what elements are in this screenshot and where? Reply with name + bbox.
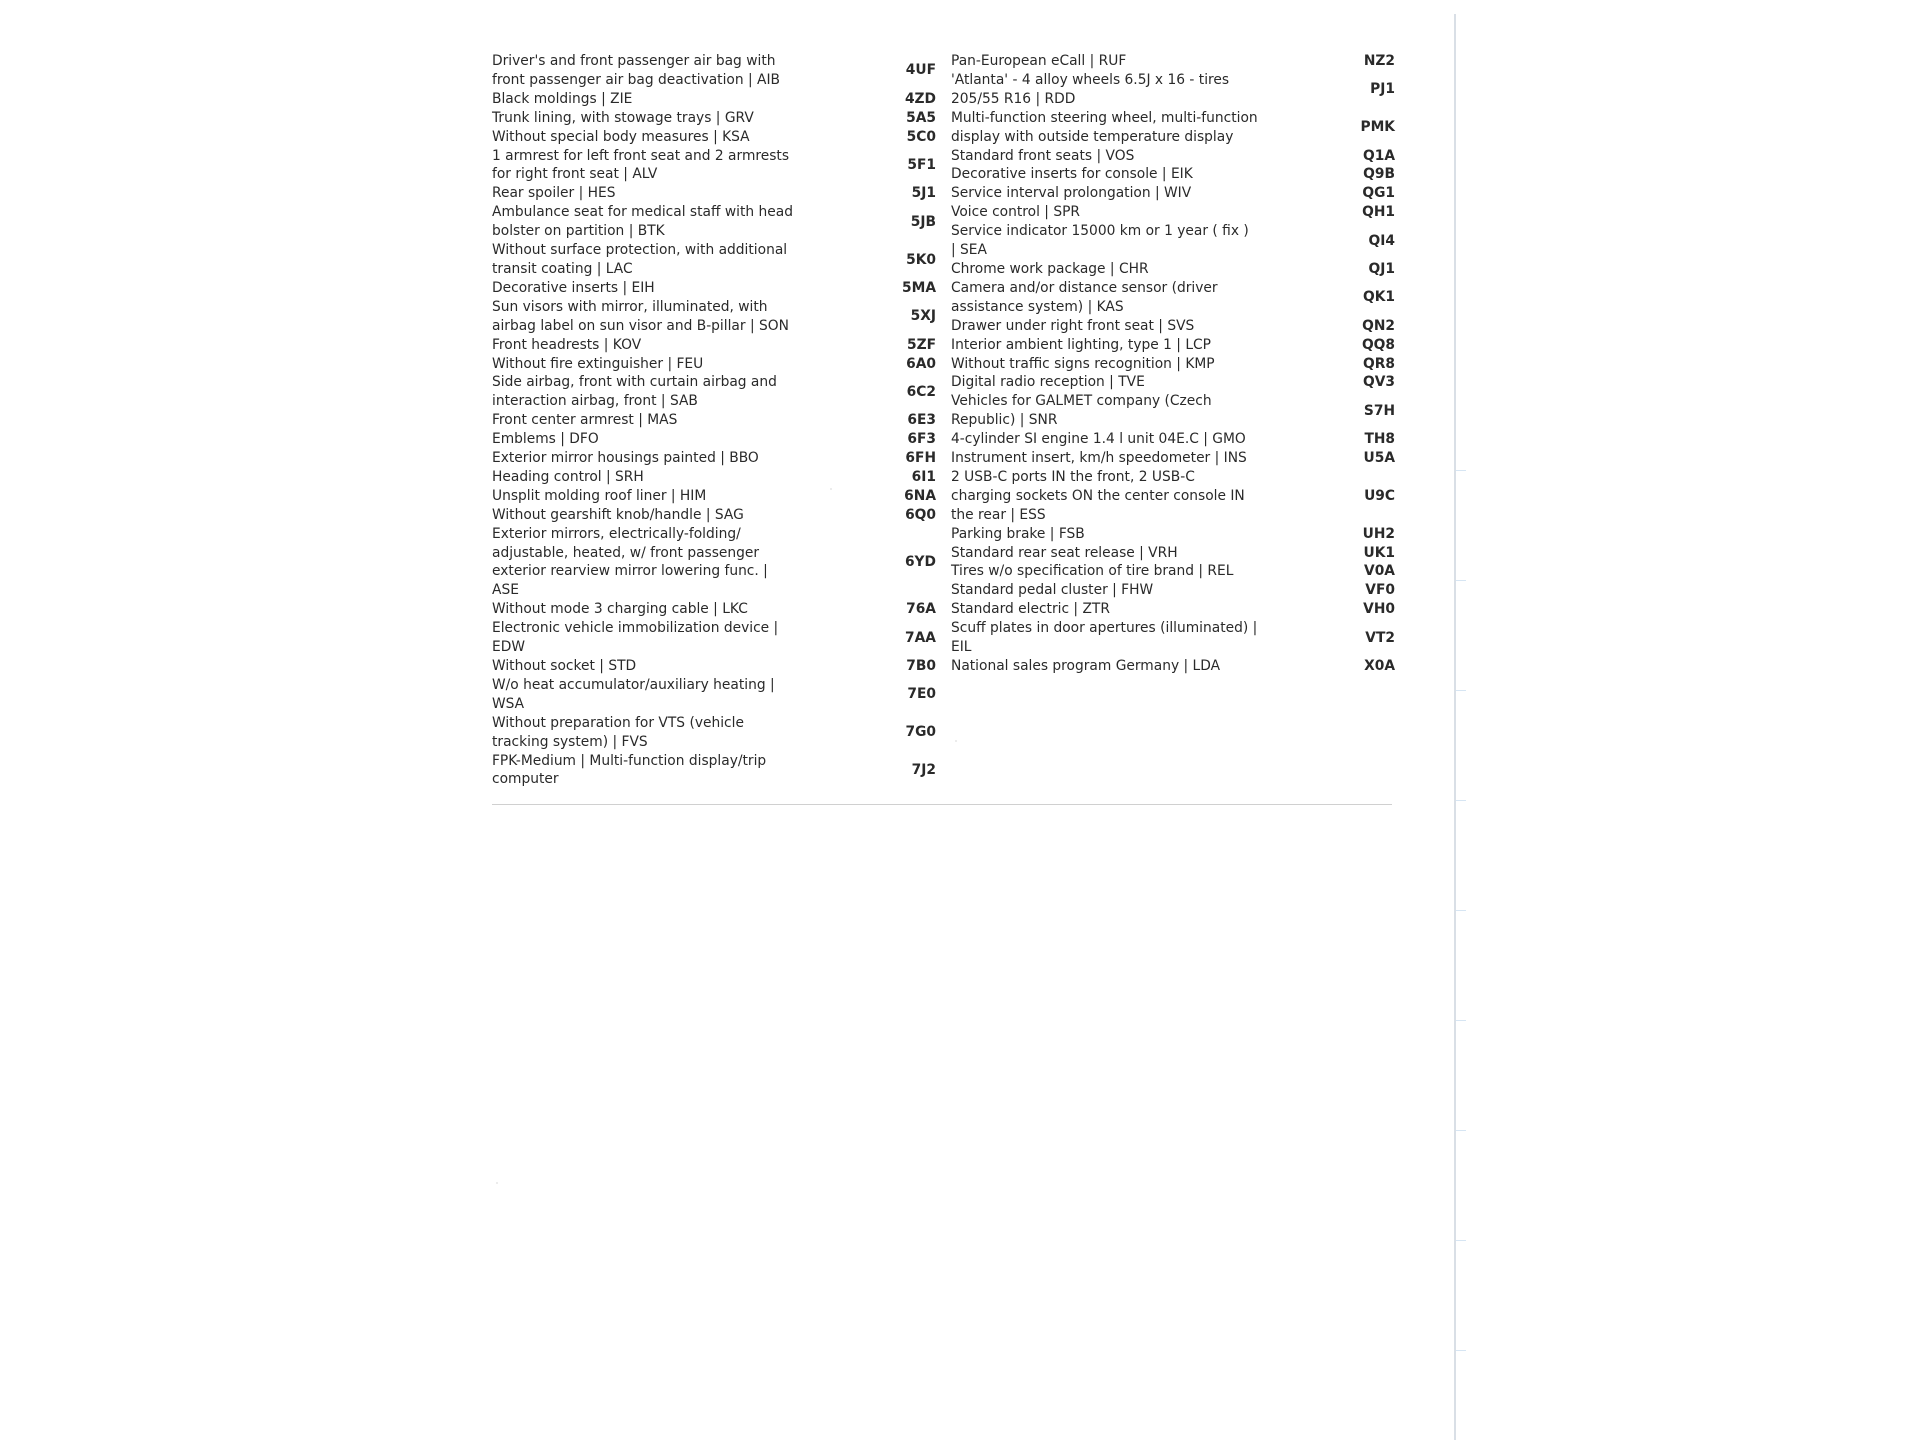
option-code: 6Q0 <box>905 506 936 523</box>
option-description: 2 USB-C ports IN the front, 2 USB-C charging sockets ON the center console IN the rear | ESS <box>951 468 1245 523</box>
option-row <box>492 600 936 619</box>
option-row <box>951 336 1395 355</box>
option-description: Without socket | STD <box>492 658 637 674</box>
option-row <box>951 52 1395 71</box>
option-code: UH2 <box>1362 525 1395 542</box>
option-description: Vehicles for GALMET company (Czech Republic) | SNR <box>951 393 1212 429</box>
option-description: Standard rear seat release | VRH <box>951 544 1178 561</box>
option-description: Heading control | SRH <box>492 468 644 485</box>
option-row <box>492 279 936 298</box>
option-row <box>492 430 936 449</box>
option-row <box>492 411 936 430</box>
option-code: 5C0 <box>906 128 936 145</box>
option-description: Without traffic signs recognition | KMP <box>951 355 1215 372</box>
option-description: Without gearshift knob/handle | SAG <box>492 506 744 523</box>
option-row <box>951 449 1395 468</box>
option-row <box>951 544 1395 563</box>
option-row <box>951 525 1395 544</box>
option-row <box>492 619 936 657</box>
option-row <box>951 657 1395 676</box>
option-code: 7G0 <box>905 724 936 741</box>
option-description: Emblems | DFO <box>492 431 599 448</box>
option-description: Drawer under right front seat | SVS <box>951 317 1195 334</box>
option-description: National sales program Germany | LDA <box>951 658 1221 674</box>
option-row <box>492 468 936 487</box>
option-description: Voice control | SPR <box>951 204 1081 221</box>
option-row <box>951 317 1395 336</box>
section-divider <box>492 804 1392 805</box>
option-row <box>492 657 936 676</box>
option-code: 7B0 <box>906 658 936 674</box>
option-description: Scuff plates in door apertures (illuminated) | EIL <box>951 620 1258 656</box>
option-code: 5F1 <box>907 156 936 173</box>
option-row <box>951 222 1395 260</box>
option-code: QI4 <box>1368 232 1395 249</box>
option-code: V0A <box>1364 563 1395 580</box>
option-row <box>951 165 1395 184</box>
option-row <box>492 449 936 468</box>
option-description: Trunk lining, with stowage trays | GRV <box>492 109 754 126</box>
option-code: U5A <box>1363 450 1395 467</box>
option-row <box>492 203 936 241</box>
option-description: Parking brake | FSB <box>951 525 1085 542</box>
option-description: Exterior mirror housings painted | BBO <box>492 450 759 467</box>
option-description: Sun visors with mirror, illuminated, with airbag label on sun visor and B-pillar | SON <box>492 298 789 334</box>
option-row <box>951 581 1395 600</box>
option-description: Without special body measures | KSA <box>492 128 750 145</box>
option-description: W/o heat accumulator/auxiliary heating | WSA <box>492 676 775 712</box>
option-row <box>492 184 936 203</box>
option-code: Q9B <box>1363 166 1395 183</box>
option-code: PMK <box>1360 119 1395 136</box>
option-description: Without mode 3 charging cable | LKC <box>492 601 748 618</box>
option-row <box>951 71 1395 109</box>
options-list-left <box>492 52 936 789</box>
option-code: X0A <box>1364 658 1395 674</box>
option-description: Multi-function steering wheel, multi-function display with outside temperature display <box>951 109 1258 145</box>
option-row <box>492 373 936 411</box>
option-row <box>951 600 1395 619</box>
option-description: Digital radio reception | TVE <box>951 374 1145 391</box>
option-code: 6E3 <box>907 412 936 429</box>
option-code: 6FH <box>905 450 936 467</box>
option-description: Without surface protection, with additional transit coating | LAC <box>492 242 788 277</box>
option-row <box>951 184 1395 203</box>
option-code: PJ1 <box>1370 81 1395 98</box>
option-row <box>951 147 1395 166</box>
option-code: QN2 <box>1362 317 1395 334</box>
option-code: QK1 <box>1362 289 1395 306</box>
option-code: 5K0 <box>906 251 936 268</box>
option-row <box>951 430 1395 449</box>
option-description: 4-cylinder SI engine 1.4 l unit 04E.C | GMO <box>951 431 1246 448</box>
option-code: 7E0 <box>907 686 936 703</box>
option-code: 76A <box>906 601 936 618</box>
option-description: Standard electric | ZTR <box>951 601 1110 618</box>
option-code: 4UF <box>905 62 936 79</box>
option-row <box>951 468 1395 525</box>
option-description: Side airbag, front with curtain airbag and interaction airbag, front | SAB <box>492 374 777 410</box>
option-description: Without fire extinguisher | FEU <box>492 355 704 372</box>
option-code: S7H <box>1363 402 1395 419</box>
option-code: 5J1 <box>911 185 936 202</box>
option-row <box>492 128 936 147</box>
option-row <box>492 147 936 185</box>
option-description: Driver's and front passenger air bag with front passenger air bag deactivation | AIB <box>492 53 781 88</box>
option-code: Q1A <box>1362 147 1395 164</box>
option-code: 5JB <box>910 213 936 230</box>
option-description: Interior ambient lighting, type 1 | LCP <box>951 336 1211 353</box>
option-row <box>951 109 1395 147</box>
option-row <box>492 525 936 601</box>
option-row <box>951 279 1395 317</box>
option-row <box>492 487 936 506</box>
option-description: Standard pedal cluster | FHW <box>951 582 1154 599</box>
option-row <box>492 52 936 90</box>
option-code: 6YD <box>904 554 936 571</box>
option-row <box>951 203 1395 222</box>
option-description: Instrument insert, km/h speedometer | INS <box>951 450 1247 467</box>
option-code: 5ZF <box>906 336 936 353</box>
option-code: 6NA <box>904 487 936 504</box>
option-code: 6A0 <box>906 355 936 372</box>
option-code: VF0 <box>1365 582 1395 599</box>
option-row <box>492 90 936 109</box>
option-description: 1 armrest for left front seat and 2 armrests for right front seat | ALV <box>492 147 790 183</box>
option-row <box>492 506 936 525</box>
option-code: VT2 <box>1365 629 1395 646</box>
option-code: UK1 <box>1363 544 1395 561</box>
option-code: 6C2 <box>906 383 936 400</box>
option-code: VH0 <box>1363 601 1395 618</box>
option-row <box>951 260 1395 279</box>
option-code: QV3 <box>1362 374 1395 391</box>
option-row <box>492 336 936 355</box>
option-description: Electronic vehicle immobilization device | EDW <box>492 620 779 656</box>
option-row <box>492 298 936 336</box>
options-list-right <box>951 52 1395 676</box>
option-code: 5XJ <box>910 308 936 325</box>
option-description: Service interval prolongation | WIV <box>951 185 1192 202</box>
option-code: QH1 <box>1362 204 1395 221</box>
option-row <box>492 676 936 714</box>
option-description: Front center armrest | MAS <box>492 412 678 429</box>
option-description: Rear spoiler | HES <box>492 185 616 202</box>
option-description: Standard front seats | VOS <box>951 147 1135 164</box>
option-row <box>492 109 936 128</box>
option-description: Without preparation for VTS (vehicle tracking system) | FVS <box>492 714 744 750</box>
option-description: Black moldings | ZIE <box>492 90 633 107</box>
option-row <box>492 714 936 752</box>
option-code: TH8 <box>1364 431 1395 448</box>
option-description: Service indicator 15000 km or 1 year ( fix ) | SEA <box>951 223 1249 259</box>
option-description: Decorative inserts | EIH <box>492 279 655 296</box>
option-code: 7J2 <box>911 761 936 778</box>
option-code: QR8 <box>1363 355 1395 372</box>
option-row <box>951 562 1395 581</box>
option-row <box>492 752 936 790</box>
option-code: 6F3 <box>907 431 936 448</box>
option-code: QG1 <box>1362 185 1395 202</box>
option-description: Decorative inserts for console | EIK <box>951 166 1193 183</box>
option-description: Ambulance seat for medical staff with head bolster on partition | BTK <box>492 204 793 240</box>
option-description: 'Atlanta' - 4 alloy wheels 6.5J x 16 - tires 205/55 R16 | RDD <box>951 71 1230 107</box>
option-description: Tires w/o specification of tire brand | REL <box>951 563 1234 580</box>
option-description: FPK-Medium | Multi-function display/trip computer <box>492 752 767 788</box>
option-row <box>492 241 936 279</box>
option-row <box>492 355 936 374</box>
option-description: Chrome work package | CHR <box>951 260 1149 277</box>
option-row <box>951 392 1395 430</box>
option-code: QJ1 <box>1368 260 1395 277</box>
option-code: 6I1 <box>911 468 936 485</box>
option-description: Exterior mirrors, electrically-folding/ adjustable, heated, w/ front passenger exterior rearview mirror lowering func. | ASE <box>492 525 768 599</box>
option-code: 5MA <box>901 279 936 296</box>
option-code: NZ2 <box>1363 53 1395 69</box>
option-description: Unsplit molding roof liner | HIM <box>492 487 707 504</box>
option-description: Pan-European eCall | RUF <box>951 53 1127 69</box>
option-code: 5A5 <box>906 109 936 126</box>
option-code: 7AA <box>905 629 936 646</box>
option-description: Camera and/or distance sensor (driver assistance system) | KAS <box>951 279 1218 315</box>
option-row <box>951 373 1395 392</box>
page-edge-line <box>1454 14 1456 1440</box>
option-description: Front headrests | KOV <box>492 336 642 353</box>
option-code: 4ZD <box>904 90 936 107</box>
option-code: QQ8 <box>1361 336 1395 353</box>
option-row <box>951 355 1395 374</box>
option-code: U9C <box>1364 487 1395 504</box>
option-row <box>951 619 1395 657</box>
